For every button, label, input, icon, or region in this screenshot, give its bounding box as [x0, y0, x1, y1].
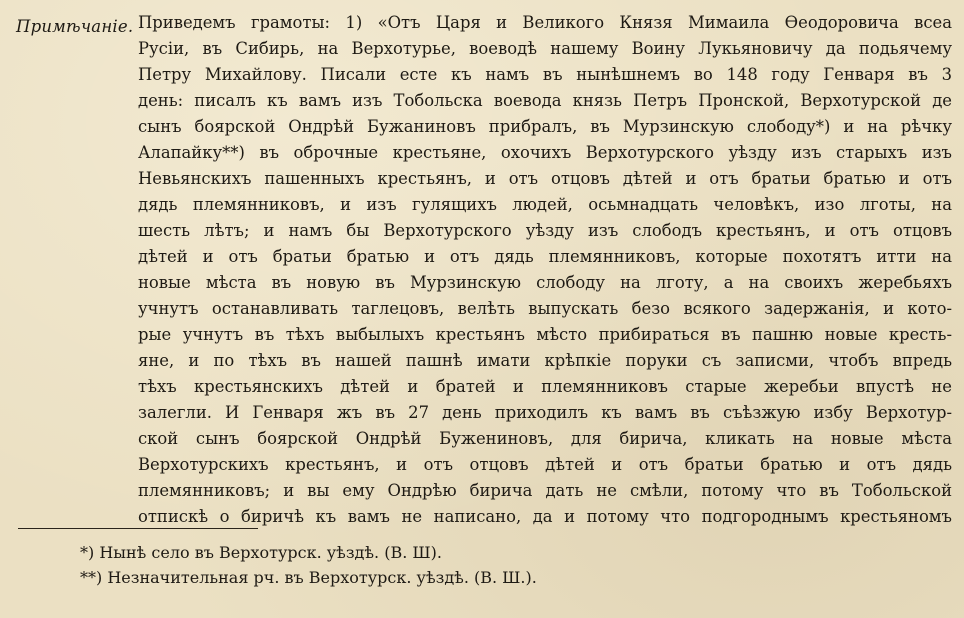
- body-line-11: новые мѣста въ новую въ Мурзинскую слободу на лготу, а на своихъ жеребьяхъ: [138, 273, 952, 292]
- body-line-9: шесть лѣтъ; и намъ бы Верхотурского уѣзду изъ слободъ крестьянъ, и отъ отцовъ: [138, 221, 952, 240]
- body-line-1: Приведемъ грамоты: 1) «Отъ Царя и Великого Князя Мимаила Ѳеодоровича всеа: [138, 13, 952, 32]
- body-line-4: день: писалъ къ вамъ изъ Тобольска воевода князь Петръ Пронской, Верхотурской де: [138, 91, 952, 110]
- body-line-12: учнутъ останавливать таглецовъ, велѣть выпускать безо всякого задержанія, и кото-: [138, 299, 952, 318]
- body-line-14: яне, и по тѣхъ въ нашей пашнѣ имати крѣпкіе поруки съ записми, чтобъ впредь: [138, 351, 952, 370]
- body-line-18: Верхотурскихъ крестьянъ, и отъ отцовъ дѣтей и отъ братьи братью и отъ дядь: [138, 455, 952, 474]
- body-line-8: дядь племянниковъ, и изъ гулящихъ людей, осьмнадцать человѣкъ, изо лготы, на: [138, 195, 952, 214]
- note-label: Примѣчаніе.: [16, 17, 134, 36]
- body-line-6: Алапайку**) въ оброчные крестьяне, охочихъ Верхотурского уѣзду изъ старыхъ изъ: [138, 143, 952, 162]
- footnote-2: **) Незначительная рч. въ Верхотурск. уѣздѣ. (В. Ш.).: [80, 568, 537, 587]
- body-line-13: рые учнутъ въ тѣхъ выбылыхъ крестьянъ мѣсто прибираться въ пашню новые кресть-: [138, 325, 952, 344]
- body-line-20: отпискѣ о биричѣ къ вамъ не написано, да и потому что подгороднымъ крестьяномъ: [138, 507, 952, 526]
- footnote-divider: [18, 528, 258, 529]
- body-line-3: Петру Михайлову. Писали есте къ намъ въ нынѣшнемъ во 148 году Генваря въ 3: [138, 65, 952, 84]
- body-line-2: Русіи, въ Сибирь, на Верхотурье, воеводѣ нашему Воину Лукьяновичу да подьячему: [138, 39, 952, 58]
- body-line-17: ской сынъ боярской Ондрѣй Бужениновъ, для бирича, кликать на новые мѣста: [138, 429, 952, 448]
- body-line-7: Невьянскихъ пашенныхъ крестьянъ, и отъ отцовъ дѣтей и отъ братьи братью и отъ: [138, 169, 952, 188]
- body-line-10: дѣтей и отъ братьи братью и отъ дядь племянниковъ, которые похотятъ итти на: [138, 247, 952, 266]
- body-line-5: сынъ боярской Ондрѣй Бужаниновъ прибралъ, въ Мурзинскую слободу*) и на рѣчку: [138, 117, 952, 136]
- body-line-15: тѣхъ крестьянскихъ дѣтей и братей и племянниковъ старые жеребьи впустѣ не: [138, 377, 952, 396]
- footnote-1: *) Нынѣ село въ Верхотурск. уѣздѣ. (В. Ш).: [80, 543, 442, 562]
- body-line-16: залегли. И Генваря жъ въ 27 день приходилъ къ вамъ въ съѣзжую избу Верхотур-: [138, 403, 952, 422]
- body-line-19: племянниковъ; и вы ему Ондрѣю бирича дать не смѣли, потому что въ Тобольской: [138, 481, 952, 500]
